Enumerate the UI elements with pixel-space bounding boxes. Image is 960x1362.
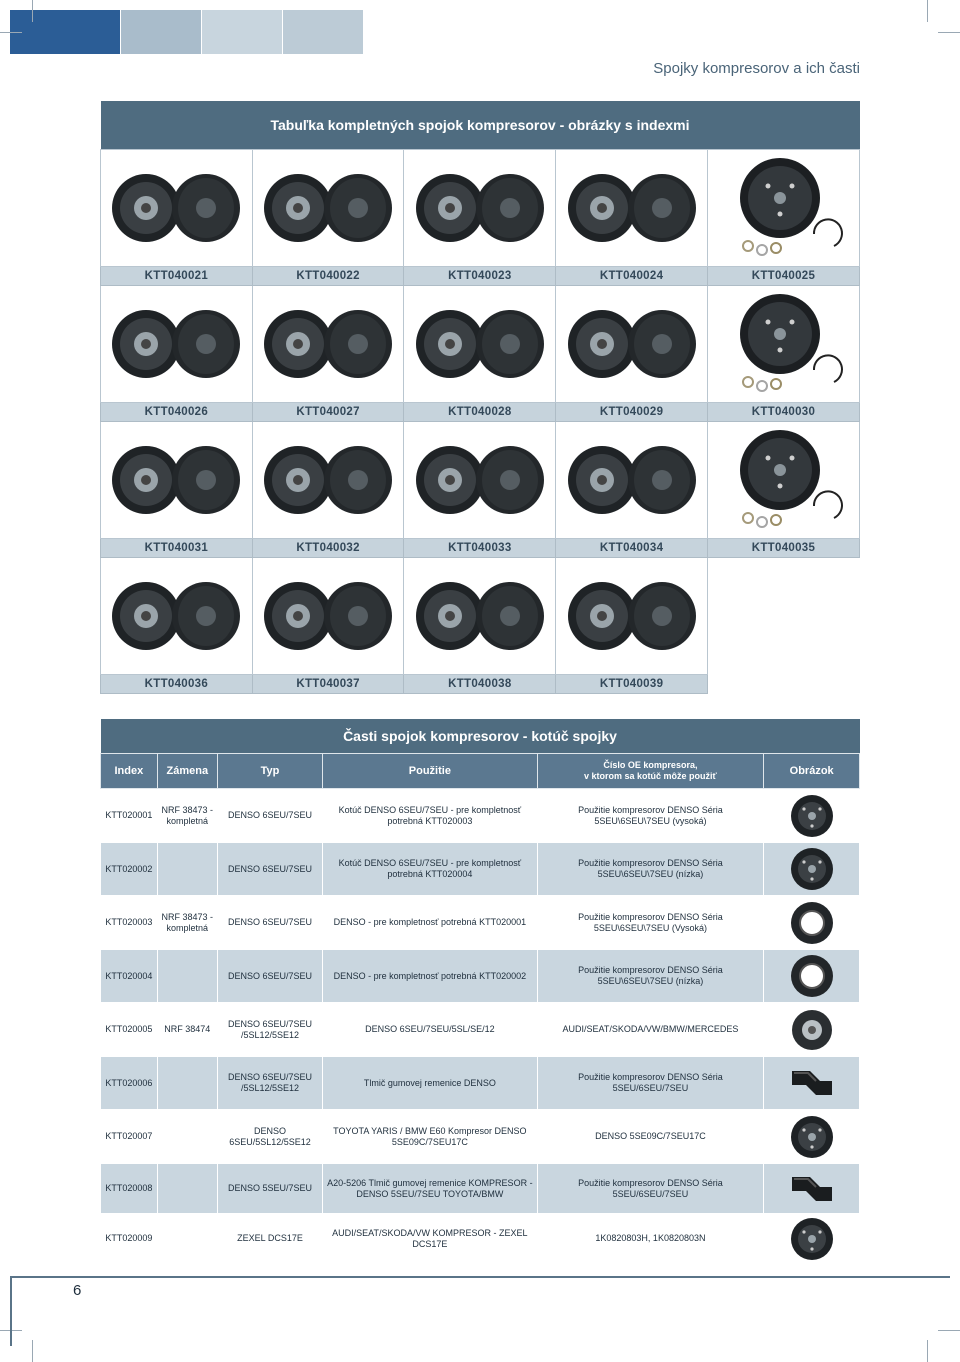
color-bar-3 [202, 10, 282, 54]
clutch-image-cell [556, 558, 708, 675]
part-oe-number: Použitie kompresorov DENSO Séria 5SEU\6SEU\7SEU (vysoká) [537, 789, 764, 843]
part-replacement [157, 1164, 217, 1214]
clutch-assembly-icon [258, 163, 398, 253]
part-type: DENSO 6SEU/7SEU [217, 896, 322, 950]
crop-mark [0, 32, 22, 33]
part-type: DENSO 6SEU/7SEU /5SL12/5SE12 [217, 1057, 322, 1110]
clutch-assembly-icon [258, 299, 398, 389]
clutch-image-cell [101, 558, 253, 675]
clutch-image-cell [556, 422, 708, 539]
clutch-parts-table [100, 719, 860, 1264]
clutch-assembly-icon [258, 571, 398, 661]
clutch-image-cell [404, 558, 556, 675]
clutch-plate-icon [718, 428, 848, 532]
part-usage: TOYOTA YARIS / BMW E60 Kompresor DENSO 5SE09C/7SEU17C [323, 1110, 537, 1164]
clutch-index-code: KTT040036 [101, 675, 253, 694]
part-replacement [157, 1057, 217, 1110]
rubber-damper-icon [782, 1169, 842, 1209]
table-row [101, 1214, 860, 1264]
clutch-image-cell [556, 286, 708, 403]
table-row [101, 950, 860, 1003]
part-replacement [157, 1214, 217, 1264]
clutch-assembly-icon [562, 163, 702, 253]
clutch-image-cell [404, 150, 556, 267]
part-usage: Kotúč DENSO 6SEU/7SEU - pre kompletnosť potrebná KTT020004 [323, 843, 537, 896]
complete-clutch-table [100, 101, 860, 694]
col-header-typ: Typ [217, 754, 322, 789]
clutch-plate-icon [784, 1216, 840, 1262]
part-replacement [157, 843, 217, 896]
crop-mark [927, 0, 928, 22]
clutch-image-cell [101, 422, 253, 539]
clutch-assembly-icon [410, 163, 550, 253]
part-type: DENSO 6SEU/7SEU /5SL12/5SE12 [217, 1003, 322, 1057]
clutch-index-code: KTT040031 [101, 539, 253, 558]
clutch-index-code: KTT040024 [556, 267, 708, 286]
clutch-image-cell [707, 286, 859, 403]
col-header-pouzitie: Použitie [323, 754, 537, 789]
table-row [101, 896, 860, 950]
part-oe-number: DENSO 5SE09C/7SEU17C [537, 1110, 764, 1164]
clutch-index-code: KTT040026 [101, 403, 253, 422]
hub-ring-icon [784, 953, 840, 999]
clutch-image-cell [101, 286, 253, 403]
table-row [101, 1057, 860, 1110]
crop-mark [938, 32, 960, 33]
header-color-bars [10, 10, 364, 54]
clutch-assembly-icon [562, 299, 702, 389]
part-type: DENSO 6SEU/7SEU [217, 789, 322, 843]
part-type: ZEXEL DCS17E [217, 1214, 322, 1264]
clutch-index-code: KTT040028 [404, 403, 556, 422]
part-type: DENSO 6SEU/5SL12/5SE12 [217, 1110, 322, 1164]
clutch-image-cell [252, 286, 404, 403]
part-oe-number: Použitie kompresorov DENSO Séria 5SEU/6SEU/7SEU [537, 1164, 764, 1214]
part-oe-number: Použitie kompresorov DENSO Séria 5SEU\6SEU\7SEU (nízka) [537, 950, 764, 1003]
part-type: DENSO 6SEU/7SEU [217, 843, 322, 896]
part-index: KTT020001 [101, 789, 158, 843]
clutch-image-cell [404, 286, 556, 403]
part-index: KTT020002 [101, 843, 158, 896]
part-usage: DENSO - pre kompletnosť potrebná KTT020001 [323, 896, 537, 950]
clutch-assembly-icon [410, 435, 550, 525]
clutch-image-cell [252, 558, 404, 675]
table-row [101, 1164, 860, 1214]
col-header-cislo-oe-line2: v ktorom sa kotúč môže použiť [584, 771, 717, 781]
part-index: KTT020005 [101, 1003, 158, 1057]
part-usage: DENSO 6SEU/7SEU/5SL/SE/12 [323, 1003, 537, 1057]
clutch-index-code: KTT040032 [252, 539, 404, 558]
color-bar-2 [121, 10, 201, 54]
part-image-cell [764, 950, 860, 1003]
col-header-cislo-oe-line1: Číslo OE kompresora, [603, 760, 698, 770]
clutch-assembly-icon [562, 571, 702, 661]
part-image-cell [764, 896, 860, 950]
empty-cell [707, 558, 859, 675]
clutch-index-code: KTT040025 [707, 267, 859, 286]
part-usage: Kotúč DENSO 6SEU/7SEU - pre kompletnosť potrebná KTT020003 [323, 789, 537, 843]
clutch-index-code: KTT040034 [556, 539, 708, 558]
color-bar-4 [283, 10, 363, 54]
clutch-index-code: KTT040030 [707, 403, 859, 422]
hub-assembly-icon [784, 1007, 840, 1053]
clutch-index-code: KTT040037 [252, 675, 404, 694]
part-image-cell [764, 1110, 860, 1164]
footer-side-line [10, 1276, 12, 1346]
table-row [101, 789, 860, 843]
clutch-assembly-icon [106, 571, 246, 661]
part-oe-number: Použitie kompresorov DENSO Séria 5SEU\6SEU\7SEU (nízka) [537, 843, 764, 896]
clutch-assembly-icon [106, 435, 246, 525]
page-section-title: Spojky kompresorov a ich časti [653, 60, 860, 77]
clutch-index-code: KTT040023 [404, 267, 556, 286]
clutch-image-cell [707, 150, 859, 267]
part-index: KTT020009 [101, 1214, 158, 1264]
clutch-index-code: KTT040039 [556, 675, 708, 694]
crop-mark [927, 1340, 928, 1362]
clutch-index-code: KTT040029 [556, 403, 708, 422]
footer-rule [10, 1276, 950, 1278]
part-oe-number: Použitie kompresorov DENSO Séria 5SEU/6SEU/7SEU [537, 1057, 764, 1110]
clutch-plate-icon [784, 846, 840, 892]
rubber-damper-icon [782, 1063, 842, 1103]
clutch-plate-icon [718, 292, 848, 396]
part-image-cell [764, 843, 860, 896]
col-header-obrazok: Obrázok [764, 754, 860, 789]
part-index: KTT020008 [101, 1164, 158, 1214]
part-replacement [157, 1110, 217, 1164]
clutch-index-code: KTT040027 [252, 403, 404, 422]
clutch-assembly-icon [562, 435, 702, 525]
complete-clutch-table-title: Tabuľka kompletných spojok kompresorov - obrázky s indexmi [101, 101, 860, 150]
table-row [101, 1110, 860, 1164]
clutch-index-code: KTT040033 [404, 539, 556, 558]
part-replacement: NRF 38473 - kompletná [157, 789, 217, 843]
clutch-image-cell [101, 150, 253, 267]
part-image-cell [764, 789, 860, 843]
part-usage: A20-5206 Tlmič gumovej remenice KOMPRESOR - DENSO 5SEU/7SEU TOYOTA/BMW [323, 1164, 537, 1214]
clutch-assembly-icon [258, 435, 398, 525]
part-replacement [157, 950, 217, 1003]
clutch-assembly-icon [106, 299, 246, 389]
clutch-parts-table-title: Časti spojok kompresorov - kotúč spojky [101, 719, 860, 754]
empty-cell [707, 675, 859, 694]
col-header-zamena: Zámena [157, 754, 217, 789]
part-index: KTT020004 [101, 950, 158, 1003]
clutch-image-cell [252, 422, 404, 539]
clutch-image-cell [252, 150, 404, 267]
part-usage: Tlmič gumovej remenice DENSO [323, 1057, 537, 1110]
clutch-assembly-icon [106, 163, 246, 253]
clutch-plate-icon [718, 156, 848, 260]
clutch-plate-icon [784, 793, 840, 839]
table-row [101, 843, 860, 896]
clutch-image-cell [707, 422, 859, 539]
clutch-index-code: KTT040035 [707, 539, 859, 558]
clutch-index-code: KTT040022 [252, 267, 404, 286]
clutch-plate-icon [784, 1114, 840, 1160]
clutch-index-code: KTT040038 [404, 675, 556, 694]
page-number: 6 [73, 1282, 82, 1299]
part-replacement: NRF 38473 - kompletná [157, 896, 217, 950]
crop-mark [32, 0, 33, 22]
clutch-assembly-icon [410, 571, 550, 661]
part-index: KTT020003 [101, 896, 158, 950]
part-oe-number: Použitie kompresorov DENSO Séria 5SEU\6SEU\7SEU (Vysoká) [537, 896, 764, 950]
part-image-cell [764, 1003, 860, 1057]
crop-mark [938, 1330, 960, 1331]
part-image-cell [764, 1057, 860, 1110]
part-usage: AUDI/SEAT/SKODA/VW KOMPRESOR - ZEXEL DCS17E [323, 1214, 537, 1264]
crop-mark [32, 1340, 33, 1362]
part-image-cell [764, 1214, 860, 1264]
part-type: DENSO 6SEU/7SEU [217, 950, 322, 1003]
col-header-cislo-oe [537, 754, 764, 789]
clutch-assembly-icon [410, 299, 550, 389]
part-oe-number: 1K0820803H, 1K0820803N [537, 1214, 764, 1264]
color-bar-1 [10, 10, 120, 54]
clutch-index-code: KTT040021 [101, 267, 253, 286]
table-row [101, 1003, 860, 1057]
part-oe-number: AUDI/SEAT/SKODA/VW/BMW/MERCEDES [537, 1003, 764, 1057]
part-index: KTT020007 [101, 1110, 158, 1164]
part-image-cell [764, 1164, 860, 1214]
part-replacement: NRF 38474 [157, 1003, 217, 1057]
part-usage: DENSO - pre kompletnosť potrebná KTT020002 [323, 950, 537, 1003]
col-header-index: Index [101, 754, 158, 789]
part-index: KTT020006 [101, 1057, 158, 1110]
clutch-image-cell [556, 150, 708, 267]
part-type: DENSO 5SEU/7SEU [217, 1164, 322, 1214]
hub-ring-icon [784, 900, 840, 946]
clutch-image-cell [404, 422, 556, 539]
